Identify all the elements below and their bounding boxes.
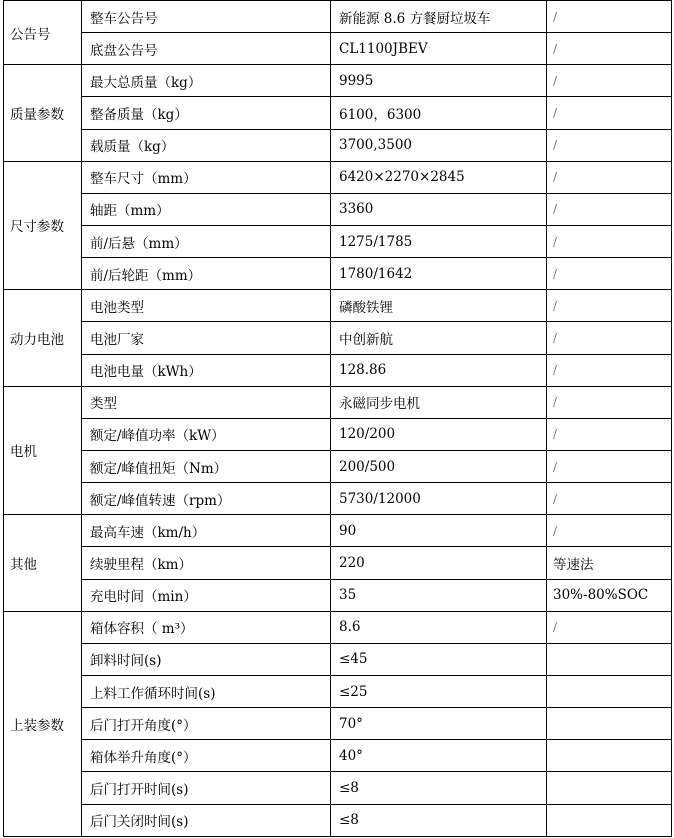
table-row	[4, 579, 672, 611]
note-cell: /	[547, 611, 672, 643]
table-row	[4, 675, 672, 707]
param-name-cell: 前/后轮距（mm）	[82, 258, 331, 290]
param-name-cell: 整备质量（kg）	[82, 97, 331, 129]
note-cell: /	[547, 322, 672, 354]
note-cell	[547, 772, 672, 804]
table-row	[4, 129, 672, 161]
note-cell: /	[547, 161, 672, 193]
table-row	[4, 772, 672, 804]
spec-table	[3, 0, 672, 837]
param-value-cell: 3360	[331, 193, 547, 225]
param-value-cell: 磷酸铁锂	[331, 290, 547, 322]
param-value-cell: ≤8	[331, 772, 547, 804]
param-name-cell: 整车公告号	[82, 1, 331, 33]
table-row	[4, 322, 672, 354]
table-row	[4, 483, 672, 515]
param-name-cell: 底盘公告号	[82, 33, 331, 65]
table-row	[4, 65, 672, 97]
note-cell: /	[547, 515, 672, 547]
table-row	[4, 708, 672, 740]
note-cell	[547, 643, 672, 675]
param-value-cell: 120/200	[331, 418, 547, 450]
note-cell	[547, 804, 672, 836]
table-row	[4, 740, 672, 772]
category-cell: 上装参数	[4, 611, 82, 836]
param-name-cell: 后门打开时间(s)	[82, 772, 331, 804]
param-name-cell: 轴距（mm）	[82, 193, 331, 225]
param-value-cell: ≤45	[331, 643, 547, 675]
note-cell	[547, 708, 672, 740]
param-value-cell: 中创新航	[331, 322, 547, 354]
category-cell: 公告号	[4, 1, 82, 65]
param-name-cell: 电池厂家	[82, 322, 331, 354]
param-name-cell: 后门打开角度(°）	[82, 708, 331, 740]
param-name-cell: 电池类型	[82, 290, 331, 322]
param-name-cell: 前/后悬（mm）	[82, 225, 331, 257]
category-cell: 动力电池	[4, 290, 82, 386]
param-name-cell: 箱体举升角度(°）	[82, 740, 331, 772]
category-cell: 质量参数	[4, 65, 82, 161]
note-cell: /	[547, 290, 672, 322]
note-cell: /	[547, 354, 672, 386]
category-cell: 尺寸参数	[4, 161, 82, 290]
param-value-cell: 6100，6300	[331, 97, 547, 129]
param-name-cell: 电池电量（kWh）	[82, 354, 331, 386]
param-value-cell: 40°	[331, 740, 547, 772]
table-row	[4, 450, 672, 482]
param-value-cell: 70°	[331, 708, 547, 740]
param-value-cell: 35	[331, 579, 547, 611]
param-value-cell: 8.6	[331, 611, 547, 643]
spec-table-body	[4, 1, 672, 837]
note-cell: /	[547, 225, 672, 257]
table-row	[4, 354, 672, 386]
category-cell: 其他	[4, 515, 82, 611]
table-row	[4, 418, 672, 450]
param-value-cell: 永磁同步电机	[331, 386, 547, 418]
note-cell: /	[547, 65, 672, 97]
param-value-cell: 128.86	[331, 354, 547, 386]
param-name-cell: 整车尺寸（mm）	[82, 161, 331, 193]
table-row	[4, 258, 672, 290]
param-name-cell: 后门关闭时间(s)	[82, 804, 331, 836]
note-cell: /	[547, 129, 672, 161]
table-row	[4, 1, 672, 33]
param-value-cell: 220	[331, 547, 547, 579]
note-cell: /	[547, 33, 672, 65]
table-row	[4, 386, 672, 418]
param-value-cell: 1780/1642	[331, 258, 547, 290]
table-row	[4, 97, 672, 129]
table-row	[4, 611, 672, 643]
param-value-cell: ≤25	[331, 675, 547, 707]
param-name-cell: 载质量（kg）	[82, 129, 331, 161]
note-cell: /	[547, 258, 672, 290]
table-row	[4, 225, 672, 257]
note-cell	[547, 675, 672, 707]
param-name-cell: 额定/峰值转速（rpm）	[82, 483, 331, 515]
table-row	[4, 547, 672, 579]
note-cell: /	[547, 1, 672, 33]
table-row	[4, 290, 672, 322]
note-cell: 30%-80%SOC	[547, 579, 672, 611]
note-cell: /	[547, 483, 672, 515]
param-name-cell: 箱体容积（ m³）	[82, 611, 331, 643]
note-cell: 等速法	[547, 547, 672, 579]
note-cell: /	[547, 97, 672, 129]
param-name-cell: 最大总质量（kg）	[82, 65, 331, 97]
table-row	[4, 33, 672, 65]
table-row	[4, 193, 672, 225]
param-name-cell: 最高车速（km/h）	[82, 515, 331, 547]
param-value-cell: CL1100JBEV	[331, 33, 547, 65]
table-row	[4, 515, 672, 547]
param-value-cell: 9995	[331, 65, 547, 97]
table-row	[4, 804, 672, 836]
param-name-cell: 卸料时间(s)	[82, 643, 331, 675]
note-cell: /	[547, 418, 672, 450]
param-value-cell: 6420×2270×2845	[331, 161, 547, 193]
table-row	[4, 161, 672, 193]
param-value-cell: ≤8	[331, 804, 547, 836]
param-name-cell: 上料工作循环时间(s)	[82, 675, 331, 707]
category-cell: 电机	[4, 386, 82, 515]
param-name-cell: 续驶里程（km）	[82, 547, 331, 579]
param-value-cell: 200/500	[331, 450, 547, 482]
note-cell: /	[547, 193, 672, 225]
param-value-cell: 1275/1785	[331, 225, 547, 257]
param-name-cell: 类型	[82, 386, 331, 418]
param-value-cell: 5730/12000	[331, 483, 547, 515]
table-row	[4, 643, 672, 675]
param-name-cell: 额定/峰值扭矩（Nm）	[82, 450, 331, 482]
param-value-cell: 新能源 8.6 方餐厨垃圾车	[331, 1, 547, 33]
note-cell: /	[547, 386, 672, 418]
param-value-cell: 90	[331, 515, 547, 547]
param-name-cell: 充电时间（min）	[82, 579, 331, 611]
param-value-cell: 3700,3500	[331, 129, 547, 161]
note-cell: /	[547, 450, 672, 482]
note-cell	[547, 740, 672, 772]
param-name-cell: 额定/峰值功率（kW）	[82, 418, 331, 450]
